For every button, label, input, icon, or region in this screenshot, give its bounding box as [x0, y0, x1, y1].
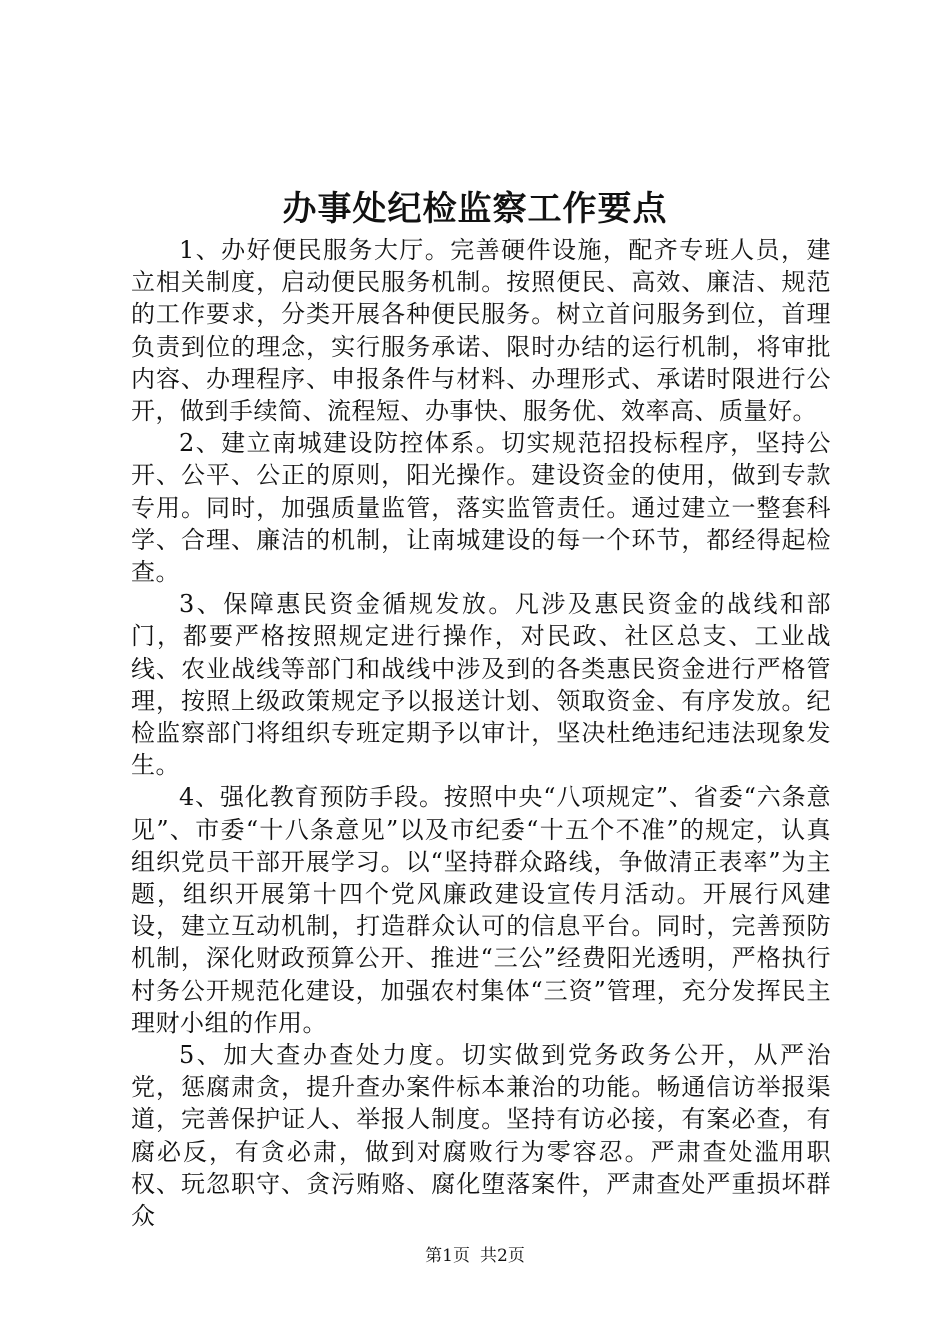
paragraph-3: 3、保障惠民资金循规发放。凡涉及惠民资金的战线和部门，都要严格按照规定进行操作，对民政、社区总支、工业战线、农业战线等部门和战线中涉及到的各类惠民资金进行严格管理，按照上级政策规定予以报送计划、领取资金、有序发放。纪检监察部门将组织专班定期予以审计，坚决杜绝违纪违法现象发生。	[131, 590, 831, 780]
page-total: 共2页	[480, 1246, 525, 1266]
page-number: 第1页	[425, 1246, 470, 1266]
paragraph-4: 4、强化教育预防手段。按照中央“八项规定”、省委“六条意见”、市委“十八条意见”以及市纪委“十五个不准”的规定，认真组织党员干部开展学习。以“坚持群众路线，争做清正表率”为主题，组织开展第十四个党风廉政建设宣传月活动。开展行风建设，建立互动机制，打造群众认可的信息平台。同时，完善预防机制，深化财政预算公开、推进“三公”经费阳光透明，严格执行村务公开规范化建设，加强农村集体“三资”管理，充分发挥民主理财小组的作用。	[131, 783, 831, 1037]
paragraph-1: 1、办好便民服务大厅。完善硬件设施，配齐专班人员，建立相关制度，启动便民服务机制。按照便民、高效、廉洁、规范的工作要求，分类开展各种便民服务。树立首问服务到位，首理负责到位的理念，实行服务承诺、限时办结的运行机制，将审批内容、办理程序、申报条件与材料、办理形式、承诺时限进行公开，做到手续简、流程短、办事快、服务优、效率高、质量好。	[131, 236, 831, 426]
paragraph-2: 2、建立南城建设防控体系。切实规范招投标程序，坚持公开、公平、公正的原则，阳光操作。建设资金的使用，做到专款专用。同时，加强质量监管，落实监管责任。通过建立一整套科学、合理、廉洁的机制，让南城建设的每一个环节，都经得起检查。	[131, 429, 831, 587]
paragraph-5: 5、加大查办查处力度。切实做到党务政务公开，从严治党，惩腐肃贪，提升查办案件标本兼治的功能。畅通信访举报渠道，完善保护证人、举报人制度。坚持有访必接，有案必查，有腐必反，有贪必肃，做到对腐败行为零容忍。严肃查处滥用职权、玩忽职守、贪污贿赂、腐化堕落案件，严肃查处严重损坏群众	[131, 1041, 831, 1231]
document-body	[131, 234, 831, 1232]
document-title: 办事处纪检监察工作要点	[282, 189, 668, 229]
page-footer	[0, 1244, 950, 1268]
